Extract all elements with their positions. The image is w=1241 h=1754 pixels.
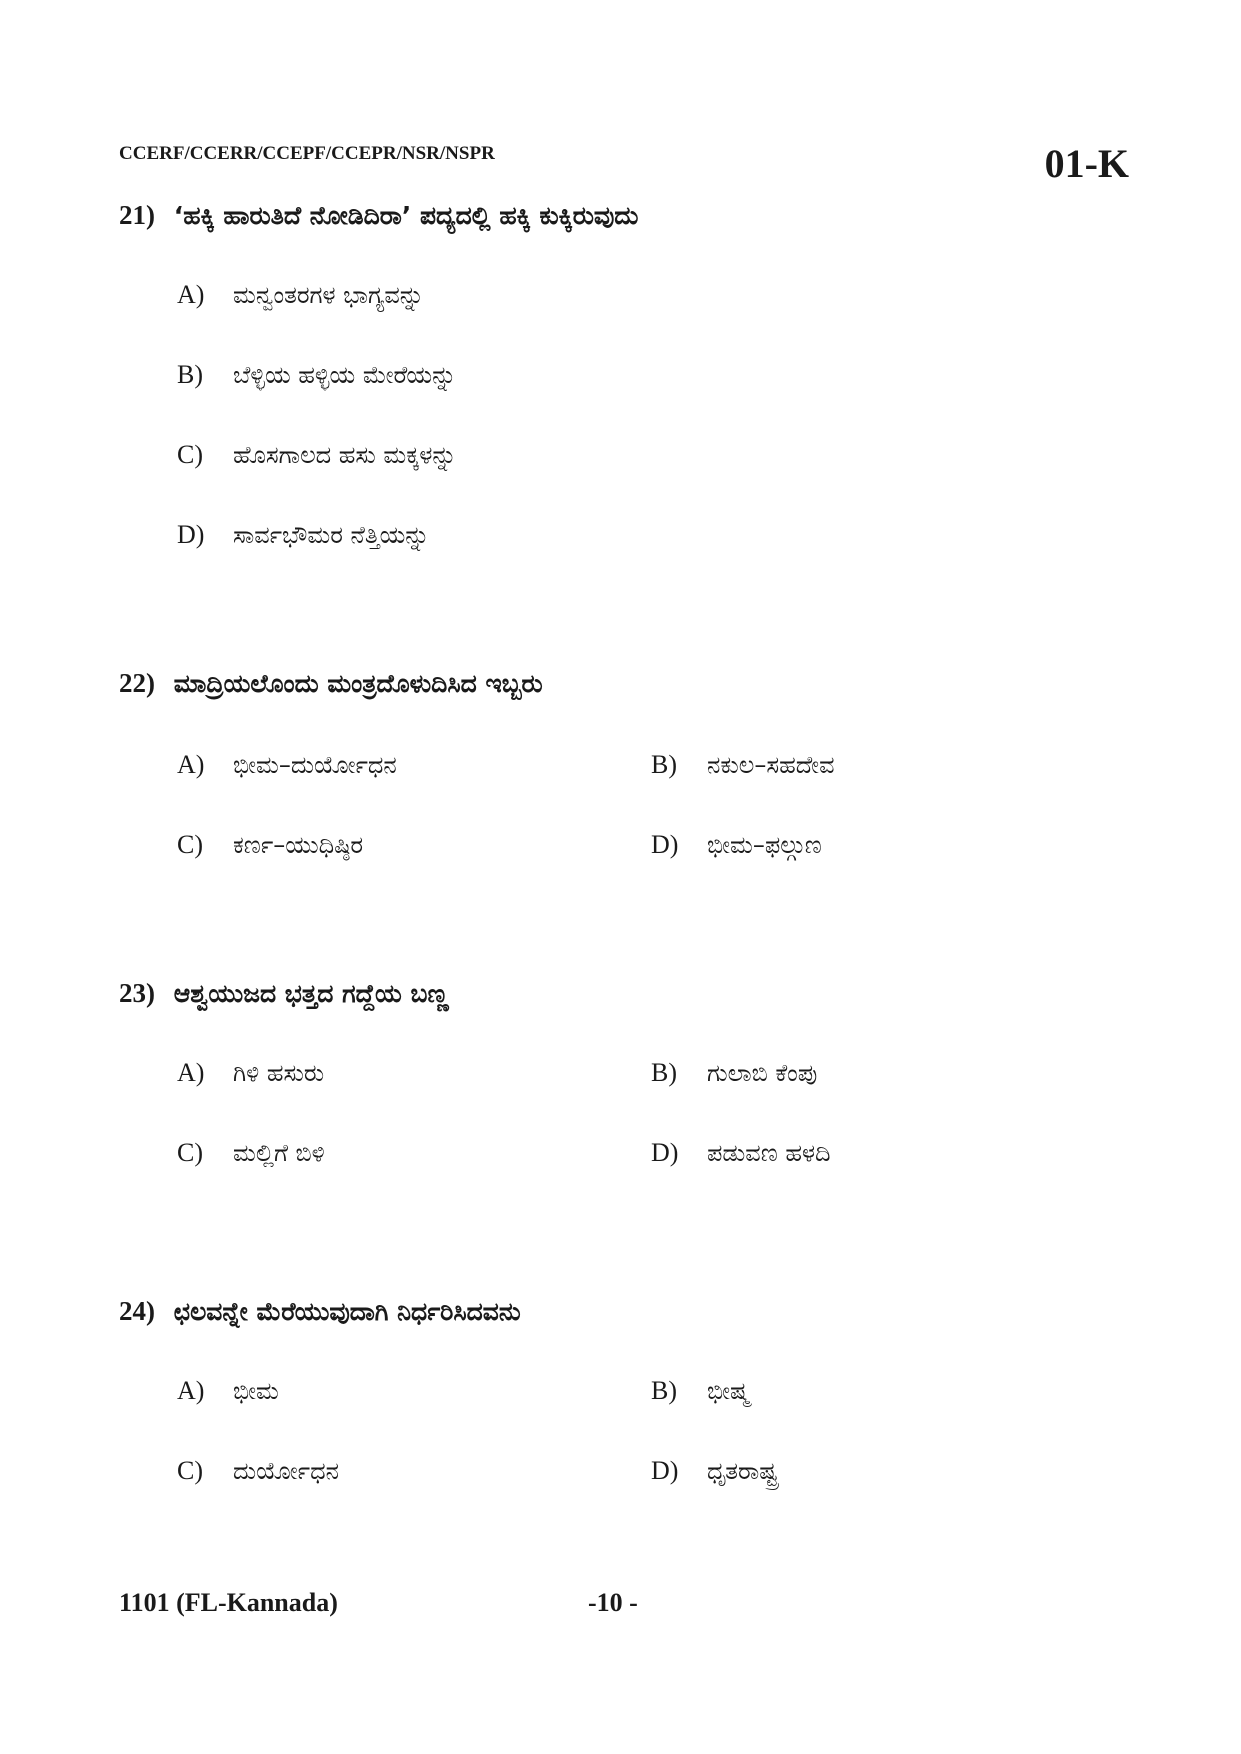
question-23-stem [119, 978, 449, 1009]
option-letter: C) [177, 830, 203, 859]
option-text: ಮಲ್ಲಿಗೆ ಬಿಳಿ [233, 1139, 325, 1167]
option-letter: B) [651, 750, 677, 779]
option-text: ಭೀಮ–ಫಲ್ಗುಣ [707, 831, 822, 859]
question-text: ಛಲವನ್ನೇ ಮೆರೆಯುವುದಾಗಿ ನಿರ್ಧರಿಸಿದವನು [173, 1297, 521, 1326]
option-text: ಧೃತರಾಷ್ಟ್ರ [707, 1457, 778, 1485]
question-number: 23) [119, 978, 155, 1008]
option-letter: C) [177, 440, 203, 469]
option-letter: A) [177, 1058, 205, 1087]
question-text: ಆಶ್ವಯುಜದ ಭತ್ತದ ಗದ್ದೆಯ ಬಣ್ಣ [173, 979, 449, 1008]
question-text: ಮಾದ್ರಿಯಲೊಂದು ಮಂತ್ರದೊಳುದಿಸಿದ ಇಬ್ಬರು [173, 669, 543, 698]
header-exam-code: CCERF/CCERR/CCEPF/CCEPR/NSR/NSPR [119, 143, 495, 164]
option-a [177, 750, 397, 780]
option-d [651, 830, 822, 860]
option-text: ಗಿಳಿ ಹಸುರು [233, 1059, 325, 1087]
option-letter: C) [177, 1138, 203, 1167]
option-c [177, 1138, 325, 1168]
option-text: ಭೀಮ [233, 1377, 279, 1405]
option-letter: D) [177, 520, 205, 549]
option-c [177, 830, 363, 860]
question-number: 22) [119, 668, 155, 698]
option-b [651, 1376, 750, 1406]
question-number: 24) [119, 1296, 155, 1326]
page-number: -10 - [588, 1588, 638, 1617]
option-text: ಪಡುವಣ ಹಳದಿ [707, 1139, 831, 1167]
option-text: ಭೀಷ್ಮ [707, 1377, 750, 1405]
option-letter: D) [651, 1456, 679, 1485]
option-text: ನಕುಲ–ಸಹದೇವ [707, 751, 835, 779]
option-text: ಮನ್ವಂತರಗಳ ಭಾಗ್ಯವನ್ನು [233, 281, 424, 309]
option-letter: A) [177, 750, 205, 779]
option-a [177, 1058, 324, 1088]
question-text: ‘ಹಕ್ಕಿ ಹಾರುತಿದೆ ನೋಡಿದಿರಾ’ ಪದ್ಯದಲ್ಲಿ ಹಕ್ಕಿ ಕುಕ್ಕಿರುವುದು [173, 201, 639, 230]
option-text: ಕರ್ಣ–ಯುಧಿಷ್ಠಿರ [233, 831, 364, 859]
footer-paper-code: 1101 (FL-Kannada) [119, 1588, 338, 1617]
option-text: ದುರ್ಯೋಧನ [233, 1457, 339, 1485]
option-d [177, 520, 430, 550]
option-d [651, 1456, 778, 1486]
option-letter: C) [177, 1456, 203, 1485]
question-24-stem [119, 1296, 521, 1327]
option-letter: B) [651, 1058, 677, 1087]
option-d [651, 1138, 831, 1168]
option-letter: D) [651, 1138, 679, 1167]
option-text: ಹೊಸಗಾಲದ ಹಸು ಮಕ್ಕಳನ್ನು [233, 441, 457, 469]
option-b [651, 1058, 817, 1088]
question-22-stem [119, 668, 543, 699]
option-text: ಭೀಮ–ದುರ್ಯೋಧನ [233, 751, 397, 779]
option-letter: B) [177, 360, 203, 389]
option-a [177, 280, 424, 310]
option-letter: A) [177, 280, 205, 309]
option-b [177, 360, 456, 390]
option-text: ಗುಲಾಬಿ ಕೆಂಪು [707, 1059, 818, 1087]
option-c [177, 440, 457, 470]
option-a [177, 1376, 279, 1406]
option-c [177, 1456, 339, 1486]
question-21-stem [119, 200, 638, 231]
option-letter: D) [651, 830, 679, 859]
paper-code: 01-K [1044, 141, 1129, 186]
option-text: ಬೆಳ್ಳಿಯ ಹಳ್ಳಿಯ ಮೇರೆಯನ್ನು [233, 361, 457, 389]
option-letter: A) [177, 1376, 205, 1405]
option-letter: B) [651, 1376, 677, 1405]
option-text: ಸಾರ್ವಭೌಮರ ನೆತ್ತಿಯನ್ನು [233, 521, 430, 549]
option-b [651, 750, 835, 780]
question-number: 21) [119, 200, 155, 230]
